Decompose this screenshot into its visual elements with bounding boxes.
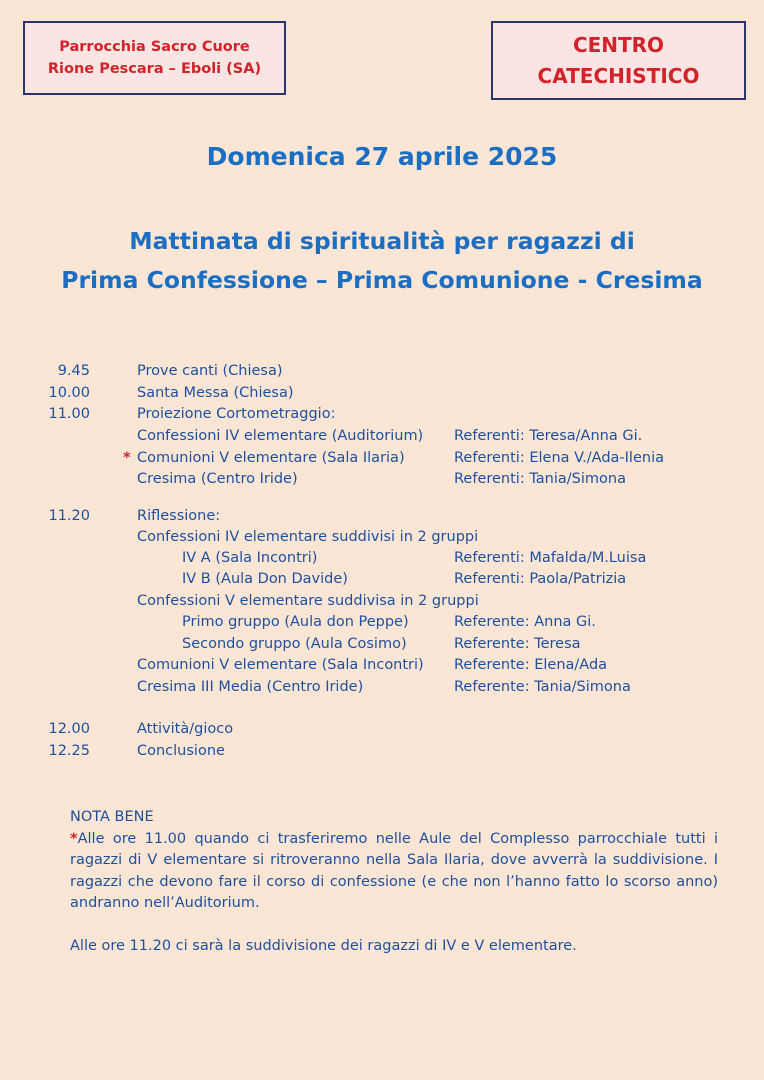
schedule-activity: IV B (Aula Don Davide) (182, 571, 348, 587)
notes-section (70, 807, 718, 957)
notes-heading: NOTA BENE (70, 809, 154, 825)
schedule-row (0, 636, 764, 657)
schedule-row (0, 721, 764, 742)
schedule-row (0, 657, 764, 678)
schedule-row (0, 679, 764, 700)
schedule-referents: Referente: Tania/Simona (454, 679, 631, 695)
schedule-row (0, 508, 764, 529)
schedule-time: 9.45 (57, 363, 90, 379)
schedule-row (0, 550, 764, 571)
schedule-row (0, 428, 764, 449)
schedule-referents: Referenti: Teresa/Anna Gi. (454, 428, 643, 444)
schedule-row (0, 614, 764, 635)
schedule-time: 10.00 (48, 385, 90, 401)
schedule-activity: Riflessione: (137, 508, 221, 524)
parish-location: Rione Pescara – Eboli (SA) (47, 61, 262, 77)
parish-box (23, 21, 286, 95)
asterisk-marker: * (123, 450, 131, 466)
schedule-referents: Referenti: Tania/Simona (454, 471, 626, 487)
schedule-referents: Referenti: Paola/Patrizia (454, 571, 627, 587)
schedule-activity: Confessioni V elementare suddivisa in 2 gruppi (137, 593, 479, 609)
schedule-referents: Referenti: Elena V./Ada-Ilenia (454, 450, 664, 466)
schedule-referents: Referente: Anna Gi. (454, 614, 596, 630)
schedule-activity: Prove canti (Chiesa) (137, 363, 283, 379)
notes-paragraph-2: Alle ore 11.20 ci sarà la suddivisione dei ragazzi di IV e V elementare. (70, 937, 577, 954)
schedule-referents: Referente: Elena/Ada (454, 657, 608, 673)
schedule-activity: Confessioni IV elementare (Auditorium) (137, 428, 424, 444)
schedule-activity: IV A (Sala Incontri) (182, 550, 318, 566)
schedule-time: 12.00 (48, 721, 90, 737)
asterisk-marker: * (70, 830, 78, 847)
parish-name: Parrocchia Sacro Cuore (59, 39, 250, 55)
schedule-activity: Primo gruppo (Aula don Peppe) (182, 614, 409, 630)
schedule-referents: Referente: Teresa (454, 636, 581, 652)
schedule-activity: Secondo gruppo (Aula Cosimo) (182, 636, 407, 652)
schedule-activity: Comunioni V elementare (Sala Ilaria) (137, 450, 405, 466)
schedule-row (0, 406, 764, 427)
schedule-row (0, 743, 764, 764)
schedule-activity: Cresima III Media (Centro Iride) (137, 679, 364, 695)
schedule-activity: Confessioni IV elementare suddivisi in 2 gruppi (137, 529, 479, 545)
center-line-2: CATECHISTICO (537, 63, 700, 88)
schedule-row (0, 571, 764, 592)
schedule-activity: Attività/gioco (137, 721, 234, 737)
schedule-time: 11.20 (48, 508, 90, 524)
event-title-line-1: Mattinata di spiritualità per ragazzi di (129, 227, 635, 255)
schedule-row (0, 471, 764, 492)
schedule-activity: Conclusione (137, 743, 225, 759)
schedule-row (0, 450, 764, 471)
schedule-referents: Referenti: Mafalda/M.Luisa (454, 550, 647, 566)
notes-paragraph-1-text: Alle ore 11.00 quando ci trasferiremo nelle Aule del Complesso parrocchiale tutti i ragazzi di V elementare si ritroveranno nella Sala Ilaria, dove avverrà la suddivisione. I ragazzi che devono fare il corso di confessione (e che non l’hanno fatto lo scorso anno) andranno nell’Auditorium. (70, 830, 718, 911)
schedule-row (0, 385, 764, 406)
schedule-time: 11.00 (48, 406, 90, 422)
schedule-row (0, 593, 764, 614)
date-title: Domenica 27 aprile 2025 (206, 142, 558, 171)
event-title-line-2: Prima Confessione – Prima Comunione - Cresima (61, 266, 703, 294)
schedule-activity: Santa Messa (Chiesa) (137, 385, 294, 401)
schedule-activity: Cresima (Centro Iride) (137, 471, 298, 487)
schedule-row (0, 529, 764, 550)
schedule-activity: Proiezione Cortometraggio: (137, 406, 336, 422)
schedule-time: 12.25 (48, 743, 90, 759)
event-title (0, 222, 764, 300)
catechism-center-box (491, 21, 746, 100)
schedule-activity: Comunioni V elementare (Sala Incontri) (137, 657, 424, 673)
center-line-1: CENTRO (572, 32, 665, 57)
notes-paragraph-1 (70, 829, 718, 915)
schedule-row (0, 363, 764, 384)
